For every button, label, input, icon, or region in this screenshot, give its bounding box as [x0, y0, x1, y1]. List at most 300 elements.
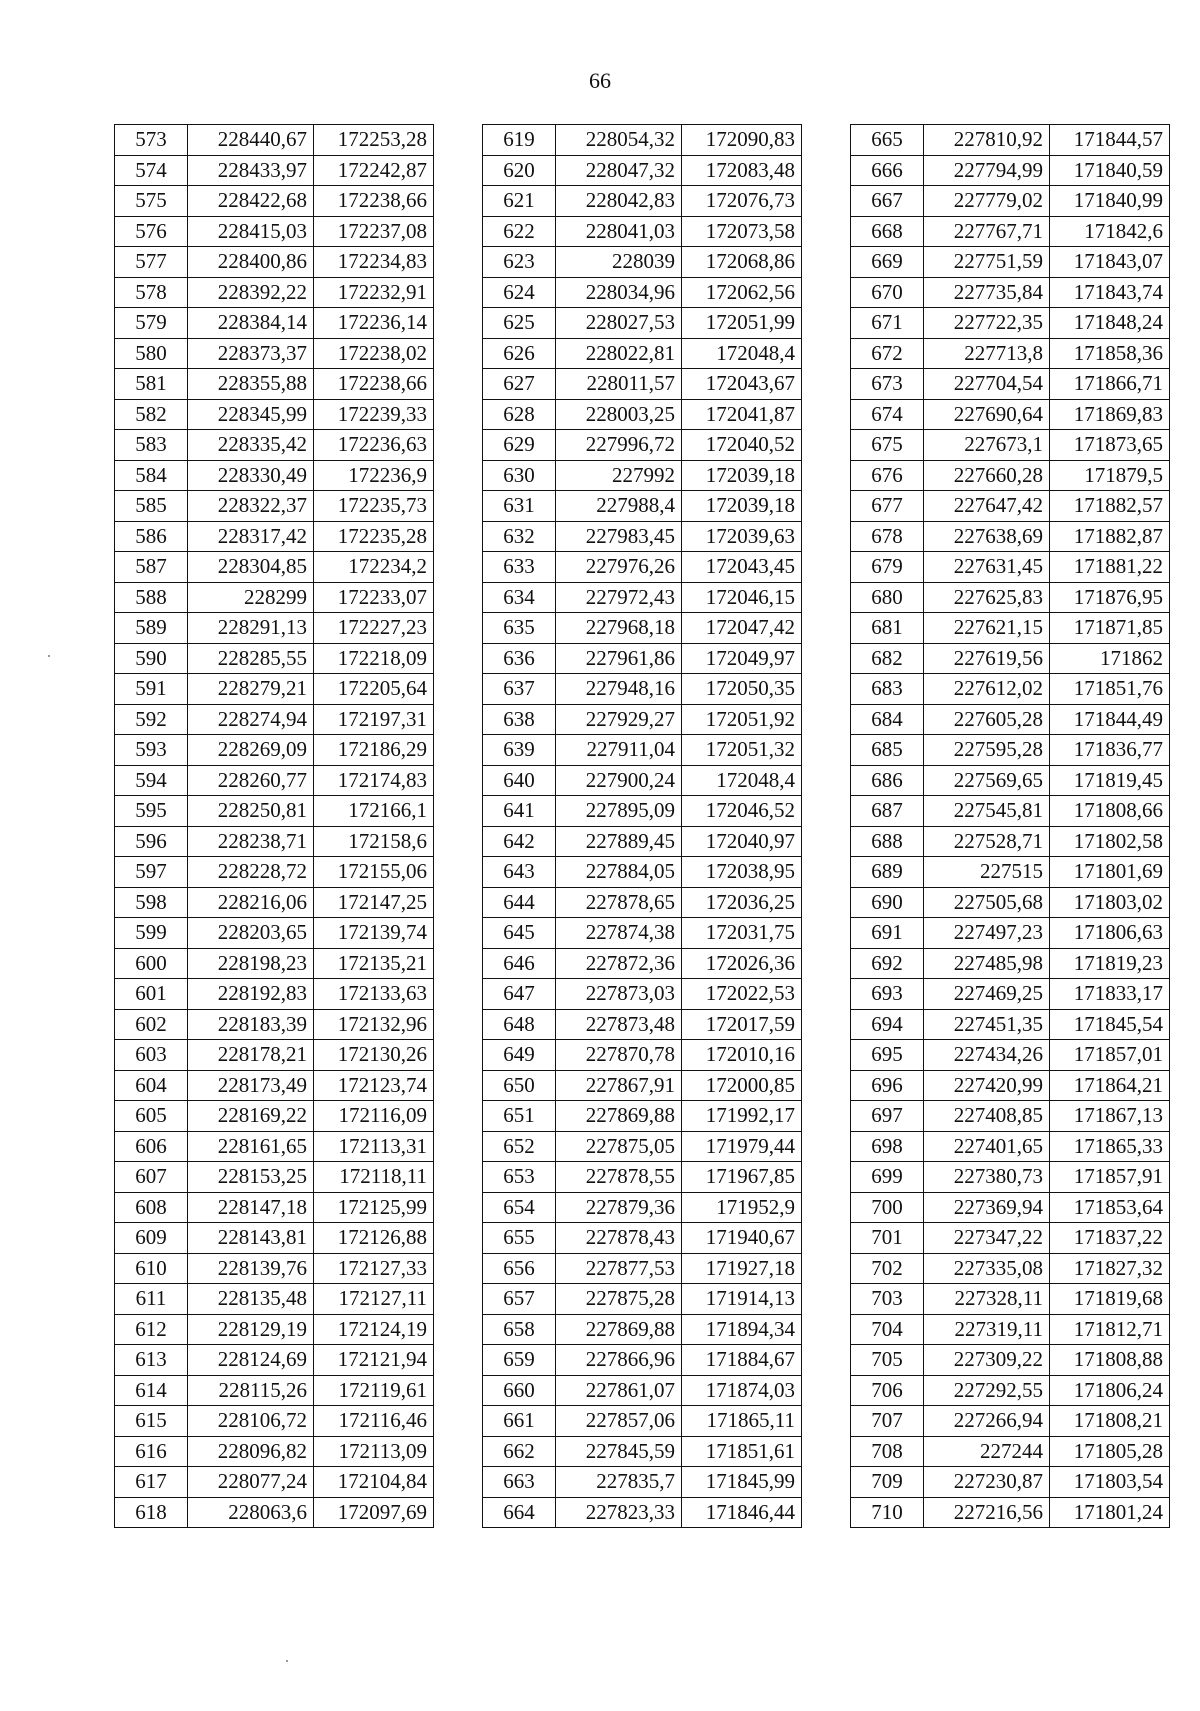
point-number-cell: 626 [483, 338, 556, 369]
table-row [115, 1162, 434, 1193]
x-coordinate-cell: 227875,05 [556, 1131, 682, 1162]
point-number-cell: 640 [483, 765, 556, 796]
x-coordinate-cell: 228285,55 [188, 643, 314, 674]
point-number-cell: 574 [115, 155, 188, 186]
y-coordinate-cell: 172205,64 [314, 674, 434, 705]
x-coordinate-cell: 227266,94 [924, 1406, 1050, 1437]
y-coordinate-cell: 172116,09 [314, 1101, 434, 1132]
point-number-cell: 655 [483, 1223, 556, 1254]
coordinate-table-1 [114, 124, 434, 1528]
table-row [115, 399, 434, 430]
point-number-cell: 633 [483, 552, 556, 583]
point-number-cell: 678 [851, 521, 924, 552]
point-number-cell: 650 [483, 1070, 556, 1101]
y-coordinate-cell: 172051,99 [682, 308, 802, 339]
x-coordinate-cell: 227835,7 [556, 1467, 682, 1498]
y-coordinate-cell: 171848,24 [1050, 308, 1170, 339]
point-number-cell: 705 [851, 1345, 924, 1376]
x-coordinate-cell: 227873,48 [556, 1009, 682, 1040]
point-number-cell: 573 [115, 125, 188, 156]
y-coordinate-cell: 172166,1 [314, 796, 434, 827]
y-coordinate-cell: 172083,48 [682, 155, 802, 186]
point-number-cell: 615 [115, 1406, 188, 1437]
table-row [115, 460, 434, 491]
table-row [851, 918, 1170, 949]
y-coordinate-cell: 171874,03 [682, 1375, 802, 1406]
x-coordinate-cell: 227595,28 [924, 735, 1050, 766]
y-coordinate-cell: 172040,52 [682, 430, 802, 461]
point-number-cell: 653 [483, 1162, 556, 1193]
point-number-cell: 616 [115, 1436, 188, 1467]
point-number-cell: 585 [115, 491, 188, 522]
y-coordinate-cell: 171812,71 [1050, 1314, 1170, 1345]
y-coordinate-cell: 171867,13 [1050, 1101, 1170, 1132]
x-coordinate-cell: 228198,23 [188, 948, 314, 979]
y-coordinate-cell: 171857,91 [1050, 1162, 1170, 1193]
point-number-cell: 590 [115, 643, 188, 674]
table-row [483, 1436, 802, 1467]
y-coordinate-cell: 171876,95 [1050, 582, 1170, 613]
point-number-cell: 701 [851, 1223, 924, 1254]
y-coordinate-cell: 172234,83 [314, 247, 434, 278]
x-coordinate-cell: 227690,64 [924, 399, 1050, 430]
y-coordinate-cell: 171865,11 [682, 1406, 802, 1437]
table-row [483, 216, 802, 247]
table-row [851, 247, 1170, 278]
x-coordinate-cell: 228041,03 [556, 216, 682, 247]
point-number-cell: 649 [483, 1040, 556, 1071]
table-row [115, 1436, 434, 1467]
table-row [851, 887, 1170, 918]
x-coordinate-cell: 227722,35 [924, 308, 1050, 339]
table-row [483, 277, 802, 308]
x-coordinate-cell: 227605,28 [924, 704, 1050, 735]
y-coordinate-cell: 172119,61 [314, 1375, 434, 1406]
x-coordinate-cell: 227434,26 [924, 1040, 1050, 1071]
point-number-cell: 708 [851, 1436, 924, 1467]
x-coordinate-cell: 228400,86 [188, 247, 314, 278]
table-row [851, 1253, 1170, 1284]
y-coordinate-cell: 171879,5 [1050, 460, 1170, 491]
y-coordinate-cell: 172073,58 [682, 216, 802, 247]
x-coordinate-cell: 228422,68 [188, 186, 314, 217]
x-coordinate-cell: 227309,22 [924, 1345, 1050, 1376]
y-coordinate-cell: 172197,31 [314, 704, 434, 735]
x-coordinate-cell: 227877,53 [556, 1253, 682, 1284]
table-row [483, 643, 802, 674]
point-number-cell: 675 [851, 430, 924, 461]
table-row [483, 247, 802, 278]
point-number-cell: 706 [851, 1375, 924, 1406]
x-coordinate-cell: 227380,73 [924, 1162, 1050, 1193]
y-coordinate-cell: 172123,74 [314, 1070, 434, 1101]
point-number-cell: 669 [851, 247, 924, 278]
x-coordinate-cell: 227528,71 [924, 826, 1050, 857]
x-coordinate-cell: 227621,15 [924, 613, 1050, 644]
x-coordinate-cell: 227625,83 [924, 582, 1050, 613]
x-coordinate-cell: 227976,26 [556, 552, 682, 583]
point-number-cell: 606 [115, 1131, 188, 1162]
y-coordinate-cell: 172233,07 [314, 582, 434, 613]
x-coordinate-cell: 228250,81 [188, 796, 314, 827]
table-row [483, 1314, 802, 1345]
y-coordinate-cell: 171927,18 [682, 1253, 802, 1284]
point-number-cell: 707 [851, 1406, 924, 1437]
table-row [851, 1497, 1170, 1528]
table-row [851, 1101, 1170, 1132]
scan-speck [48, 655, 50, 657]
y-coordinate-cell: 171882,87 [1050, 521, 1170, 552]
table-row [115, 826, 434, 857]
y-coordinate-cell: 172048,4 [682, 765, 802, 796]
table-row [115, 1284, 434, 1315]
y-coordinate-cell: 171819,45 [1050, 765, 1170, 796]
point-number-cell: 614 [115, 1375, 188, 1406]
x-coordinate-cell: 227244 [924, 1436, 1050, 1467]
table-row [851, 1223, 1170, 1254]
x-coordinate-cell: 227900,24 [556, 765, 682, 796]
y-coordinate-cell: 172022,53 [682, 979, 802, 1010]
point-number-cell: 671 [851, 308, 924, 339]
x-coordinate-cell: 227878,55 [556, 1162, 682, 1193]
point-number-cell: 607 [115, 1162, 188, 1193]
y-coordinate-cell: 172238,66 [314, 186, 434, 217]
table-row [483, 948, 802, 979]
point-number-cell: 629 [483, 430, 556, 461]
table-row [115, 1009, 434, 1040]
x-coordinate-cell: 227451,35 [924, 1009, 1050, 1040]
point-number-cell: 696 [851, 1070, 924, 1101]
table-row [851, 765, 1170, 796]
x-coordinate-cell: 227638,69 [924, 521, 1050, 552]
point-number-cell: 661 [483, 1406, 556, 1437]
y-coordinate-cell: 172049,97 [682, 643, 802, 674]
table-row [115, 1314, 434, 1345]
x-coordinate-cell: 228192,83 [188, 979, 314, 1010]
table-row [483, 308, 802, 339]
y-coordinate-cell: 172155,06 [314, 857, 434, 888]
table-row [483, 979, 802, 1010]
point-number-cell: 598 [115, 887, 188, 918]
x-coordinate-cell: 228106,72 [188, 1406, 314, 1437]
coordinate-table-2-body [483, 125, 802, 1528]
y-coordinate-cell: 171840,59 [1050, 155, 1170, 186]
point-number-cell: 608 [115, 1192, 188, 1223]
x-coordinate-cell: 228433,97 [188, 155, 314, 186]
x-coordinate-cell: 228183,39 [188, 1009, 314, 1040]
y-coordinate-cell: 171851,61 [682, 1436, 802, 1467]
table-row [483, 1467, 802, 1498]
x-coordinate-cell: 228027,53 [556, 308, 682, 339]
y-coordinate-cell: 171803,54 [1050, 1467, 1170, 1498]
table-row [851, 399, 1170, 430]
y-coordinate-cell: 171833,17 [1050, 979, 1170, 1010]
coordinate-table-3 [850, 124, 1170, 1528]
x-coordinate-cell: 227767,71 [924, 216, 1050, 247]
y-coordinate-cell: 172046,15 [682, 582, 802, 613]
table-row [115, 1497, 434, 1528]
table-row [483, 186, 802, 217]
point-number-cell: 656 [483, 1253, 556, 1284]
point-number-cell: 601 [115, 979, 188, 1010]
x-coordinate-cell: 228269,09 [188, 735, 314, 766]
y-coordinate-cell: 172076,73 [682, 186, 802, 217]
y-coordinate-cell: 171801,24 [1050, 1497, 1170, 1528]
x-coordinate-cell: 228161,65 [188, 1131, 314, 1162]
y-coordinate-cell: 171845,99 [682, 1467, 802, 1498]
table-row [851, 1162, 1170, 1193]
x-coordinate-cell: 227929,27 [556, 704, 682, 735]
y-coordinate-cell: 172118,11 [314, 1162, 434, 1193]
y-coordinate-cell: 171802,58 [1050, 826, 1170, 857]
x-coordinate-cell: 227948,16 [556, 674, 682, 705]
y-coordinate-cell: 171843,74 [1050, 277, 1170, 308]
x-coordinate-cell: 228317,42 [188, 521, 314, 552]
x-coordinate-cell: 228153,25 [188, 1162, 314, 1193]
point-number-cell: 667 [851, 186, 924, 217]
point-number-cell: 581 [115, 369, 188, 400]
table-row [483, 460, 802, 491]
x-coordinate-cell: 227884,05 [556, 857, 682, 888]
y-coordinate-cell: 171914,13 [682, 1284, 802, 1315]
point-number-cell: 637 [483, 674, 556, 705]
y-coordinate-cell: 172237,08 [314, 216, 434, 247]
coordinate-table-3-body [851, 125, 1170, 1528]
table-row [483, 430, 802, 461]
point-number-cell: 686 [851, 765, 924, 796]
x-coordinate-cell: 227485,98 [924, 948, 1050, 979]
point-number-cell: 673 [851, 369, 924, 400]
point-number-cell: 682 [851, 643, 924, 674]
x-coordinate-cell: 227335,08 [924, 1253, 1050, 1284]
x-coordinate-cell: 228135,48 [188, 1284, 314, 1315]
table-row [851, 1314, 1170, 1345]
x-coordinate-cell: 227319,11 [924, 1314, 1050, 1345]
point-number-cell: 639 [483, 735, 556, 766]
x-coordinate-cell: 228034,96 [556, 277, 682, 308]
table-row [483, 369, 802, 400]
table-row [483, 521, 802, 552]
x-coordinate-cell: 228096,82 [188, 1436, 314, 1467]
point-number-cell: 642 [483, 826, 556, 857]
table-row [483, 735, 802, 766]
y-coordinate-cell: 172130,26 [314, 1040, 434, 1071]
y-coordinate-cell: 171819,68 [1050, 1284, 1170, 1315]
y-coordinate-cell: 171865,33 [1050, 1131, 1170, 1162]
table-row [115, 491, 434, 522]
point-number-cell: 674 [851, 399, 924, 430]
x-coordinate-cell: 227875,28 [556, 1284, 682, 1315]
x-coordinate-cell: 228330,49 [188, 460, 314, 491]
table-row [115, 1192, 434, 1223]
table-row [483, 1406, 802, 1437]
point-number-cell: 599 [115, 918, 188, 949]
x-coordinate-cell: 228178,21 [188, 1040, 314, 1071]
table-row [115, 308, 434, 339]
table-row [115, 1131, 434, 1162]
y-coordinate-cell: 171851,76 [1050, 674, 1170, 705]
x-coordinate-cell: 228169,22 [188, 1101, 314, 1132]
y-coordinate-cell: 171952,9 [682, 1192, 802, 1223]
y-coordinate-cell: 172227,23 [314, 613, 434, 644]
x-coordinate-cell: 227866,96 [556, 1345, 682, 1376]
x-coordinate-cell: 227660,28 [924, 460, 1050, 491]
y-coordinate-cell: 172133,63 [314, 979, 434, 1010]
x-coordinate-cell: 227569,65 [924, 765, 1050, 796]
y-coordinate-cell: 172234,2 [314, 552, 434, 583]
x-coordinate-cell: 227401,65 [924, 1131, 1050, 1162]
table-row [115, 552, 434, 583]
y-coordinate-cell: 171873,65 [1050, 430, 1170, 461]
y-coordinate-cell: 171805,28 [1050, 1436, 1170, 1467]
x-coordinate-cell: 227631,45 [924, 552, 1050, 583]
table-row [851, 308, 1170, 339]
table-row [483, 857, 802, 888]
x-coordinate-cell: 227869,88 [556, 1101, 682, 1132]
table-row [851, 1406, 1170, 1437]
table-row [115, 918, 434, 949]
y-coordinate-cell: 171857,01 [1050, 1040, 1170, 1071]
point-number-cell: 697 [851, 1101, 924, 1132]
y-coordinate-cell: 172038,95 [682, 857, 802, 888]
y-coordinate-cell: 172010,16 [682, 1040, 802, 1071]
point-number-cell: 592 [115, 704, 188, 735]
y-coordinate-cell: 172174,83 [314, 765, 434, 796]
point-number-cell: 600 [115, 948, 188, 979]
point-number-cell: 634 [483, 582, 556, 613]
point-number-cell: 651 [483, 1101, 556, 1132]
x-coordinate-cell: 228124,69 [188, 1345, 314, 1376]
x-coordinate-cell: 227704,54 [924, 369, 1050, 400]
y-coordinate-cell: 172132,96 [314, 1009, 434, 1040]
point-number-cell: 596 [115, 826, 188, 857]
x-coordinate-cell: 228115,26 [188, 1375, 314, 1406]
table-row [483, 582, 802, 613]
x-coordinate-cell: 228022,81 [556, 338, 682, 369]
table-row [483, 491, 802, 522]
y-coordinate-cell: 172158,6 [314, 826, 434, 857]
point-number-cell: 680 [851, 582, 924, 613]
table-row [115, 857, 434, 888]
x-coordinate-cell: 228203,65 [188, 918, 314, 949]
x-coordinate-cell: 228147,18 [188, 1192, 314, 1223]
y-coordinate-cell: 172036,25 [682, 887, 802, 918]
point-number-cell: 687 [851, 796, 924, 827]
point-number-cell: 620 [483, 155, 556, 186]
table-row [483, 613, 802, 644]
table-row [115, 613, 434, 644]
table-row [115, 186, 434, 217]
table-row [851, 1192, 1170, 1223]
point-number-cell: 659 [483, 1345, 556, 1376]
point-number-cell: 576 [115, 216, 188, 247]
point-number-cell: 692 [851, 948, 924, 979]
x-coordinate-cell: 227972,43 [556, 582, 682, 613]
y-coordinate-cell: 171803,02 [1050, 887, 1170, 918]
point-number-cell: 658 [483, 1314, 556, 1345]
table-row [851, 1436, 1170, 1467]
y-coordinate-cell: 172043,67 [682, 369, 802, 400]
y-coordinate-cell: 172062,56 [682, 277, 802, 308]
x-coordinate-cell: 228274,94 [188, 704, 314, 735]
table-row [851, 1345, 1170, 1376]
point-number-cell: 699 [851, 1162, 924, 1193]
x-coordinate-cell: 228440,67 [188, 125, 314, 156]
point-number-cell: 628 [483, 399, 556, 430]
point-number-cell: 591 [115, 674, 188, 705]
point-number-cell: 624 [483, 277, 556, 308]
y-coordinate-cell: 172026,36 [682, 948, 802, 979]
y-coordinate-cell: 172039,63 [682, 521, 802, 552]
table-row [851, 1375, 1170, 1406]
table-row [483, 1253, 802, 1284]
y-coordinate-cell: 172242,87 [314, 155, 434, 186]
table-row [115, 735, 434, 766]
x-coordinate-cell: 227347,22 [924, 1223, 1050, 1254]
table-row [115, 979, 434, 1010]
point-number-cell: 622 [483, 216, 556, 247]
x-coordinate-cell: 228003,25 [556, 399, 682, 430]
table-row [115, 247, 434, 278]
point-number-cell: 648 [483, 1009, 556, 1040]
x-coordinate-cell: 227867,91 [556, 1070, 682, 1101]
x-coordinate-cell: 228228,72 [188, 857, 314, 888]
x-coordinate-cell: 227968,18 [556, 613, 682, 644]
point-number-cell: 660 [483, 1375, 556, 1406]
point-number-cell: 603 [115, 1040, 188, 1071]
x-coordinate-cell: 228039 [556, 247, 682, 278]
point-number-cell: 644 [483, 887, 556, 918]
point-number-cell: 657 [483, 1284, 556, 1315]
y-coordinate-cell: 171806,24 [1050, 1375, 1170, 1406]
x-coordinate-cell: 228173,49 [188, 1070, 314, 1101]
y-coordinate-cell: 172126,88 [314, 1223, 434, 1254]
point-number-cell: 702 [851, 1253, 924, 1284]
table-row [851, 125, 1170, 156]
page-number: 66 [589, 68, 611, 93]
table-row [851, 704, 1170, 735]
point-number-cell: 630 [483, 460, 556, 491]
point-number-cell: 582 [115, 399, 188, 430]
y-coordinate-cell: 172000,85 [682, 1070, 802, 1101]
y-coordinate-cell: 171992,17 [682, 1101, 802, 1132]
point-number-cell: 645 [483, 918, 556, 949]
point-number-cell: 641 [483, 796, 556, 827]
y-coordinate-cell: 172040,97 [682, 826, 802, 857]
x-coordinate-cell: 227911,04 [556, 735, 682, 766]
y-coordinate-cell: 171846,44 [682, 1497, 802, 1528]
point-number-cell: 578 [115, 277, 188, 308]
y-coordinate-cell: 171862 [1050, 643, 1170, 674]
y-coordinate-cell: 172031,75 [682, 918, 802, 949]
table-row [115, 674, 434, 705]
point-number-cell: 690 [851, 887, 924, 918]
x-coordinate-cell: 228279,21 [188, 674, 314, 705]
x-coordinate-cell: 227230,87 [924, 1467, 1050, 1498]
x-coordinate-cell: 228054,32 [556, 125, 682, 156]
table-row [115, 277, 434, 308]
y-coordinate-cell: 172235,73 [314, 491, 434, 522]
y-coordinate-cell: 172186,29 [314, 735, 434, 766]
scan-speck [286, 1660, 288, 1662]
table-row [851, 155, 1170, 186]
x-coordinate-cell: 227673,1 [924, 430, 1050, 461]
table-row [851, 796, 1170, 827]
y-coordinate-cell: 172051,32 [682, 735, 802, 766]
table-row [115, 582, 434, 613]
point-number-cell: 605 [115, 1101, 188, 1132]
point-number-cell: 623 [483, 247, 556, 278]
